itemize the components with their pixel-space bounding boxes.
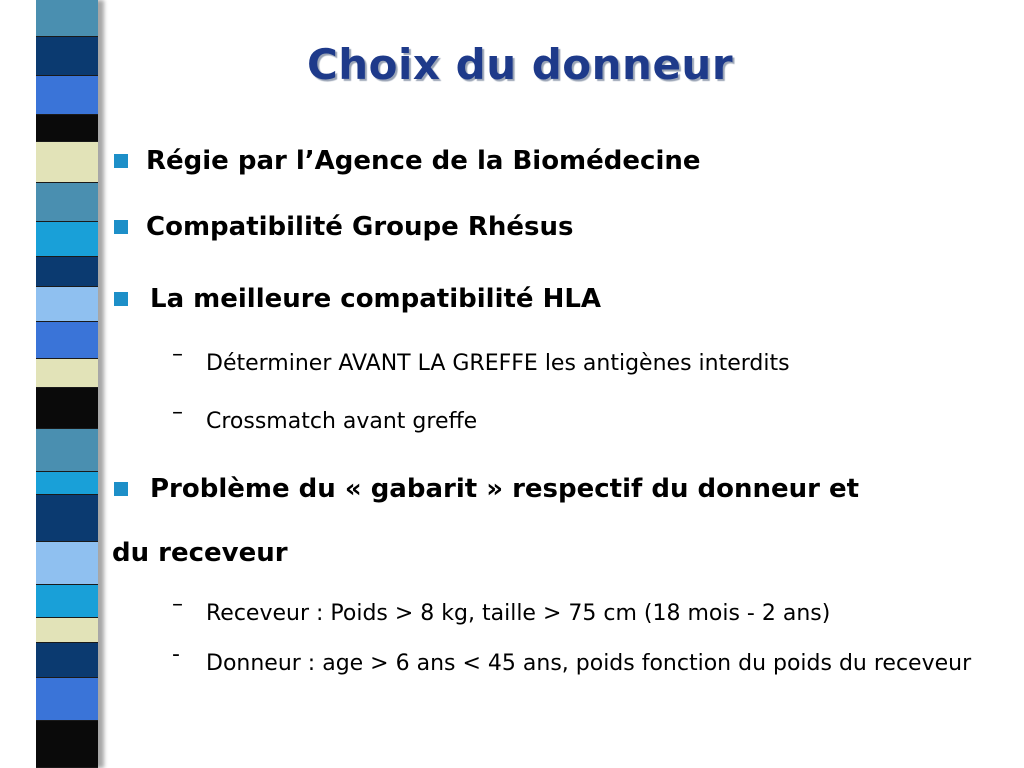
bullet-text: Compatibilité Groupe Rhésus [146, 212, 574, 242]
square-bullet-icon [114, 220, 128, 234]
slide-title: Choix du donneur [306, 40, 734, 89]
bullet-text: Problème du « gabarit » respectif du donneur et [150, 474, 860, 504]
sub-item-text: Déterminer AVANT LA GREFFE les antigènes interdits [206, 351, 790, 376]
dash-marker: – [172, 342, 183, 367]
square-bullet-icon [114, 482, 128, 496]
bullet-continuation: du receveur [112, 538, 288, 568]
dash-marker: – [172, 400, 183, 425]
sub-item [172, 642, 972, 686]
sub-item [172, 400, 477, 444]
bullet-item [114, 146, 701, 176]
sub-item-text: Receveur : Poids > 8 kg, taille > 75 cm (18 mois - 2 ans) [206, 601, 831, 626]
sub-item-text: Donneur : age > 6 ans < 45 ans, poids fonction du poids du receveur [206, 651, 972, 676]
sub-item-text: Crossmatch avant greffe [206, 409, 478, 434]
bullet-text: La meilleure compatibilité HLA [150, 284, 602, 314]
sub-item [172, 342, 790, 386]
bullet-item [114, 212, 573, 242]
bullet-item [114, 284, 601, 314]
dash-marker: - [172, 642, 180, 667]
bullet-item [114, 474, 859, 504]
square-bullet-icon [114, 154, 128, 168]
bullet-text: Régie par l’Agence de la Biomédecine [146, 146, 701, 176]
dash-marker: – [172, 592, 183, 617]
sub-item [172, 592, 830, 636]
square-bullet-icon [114, 292, 128, 306]
